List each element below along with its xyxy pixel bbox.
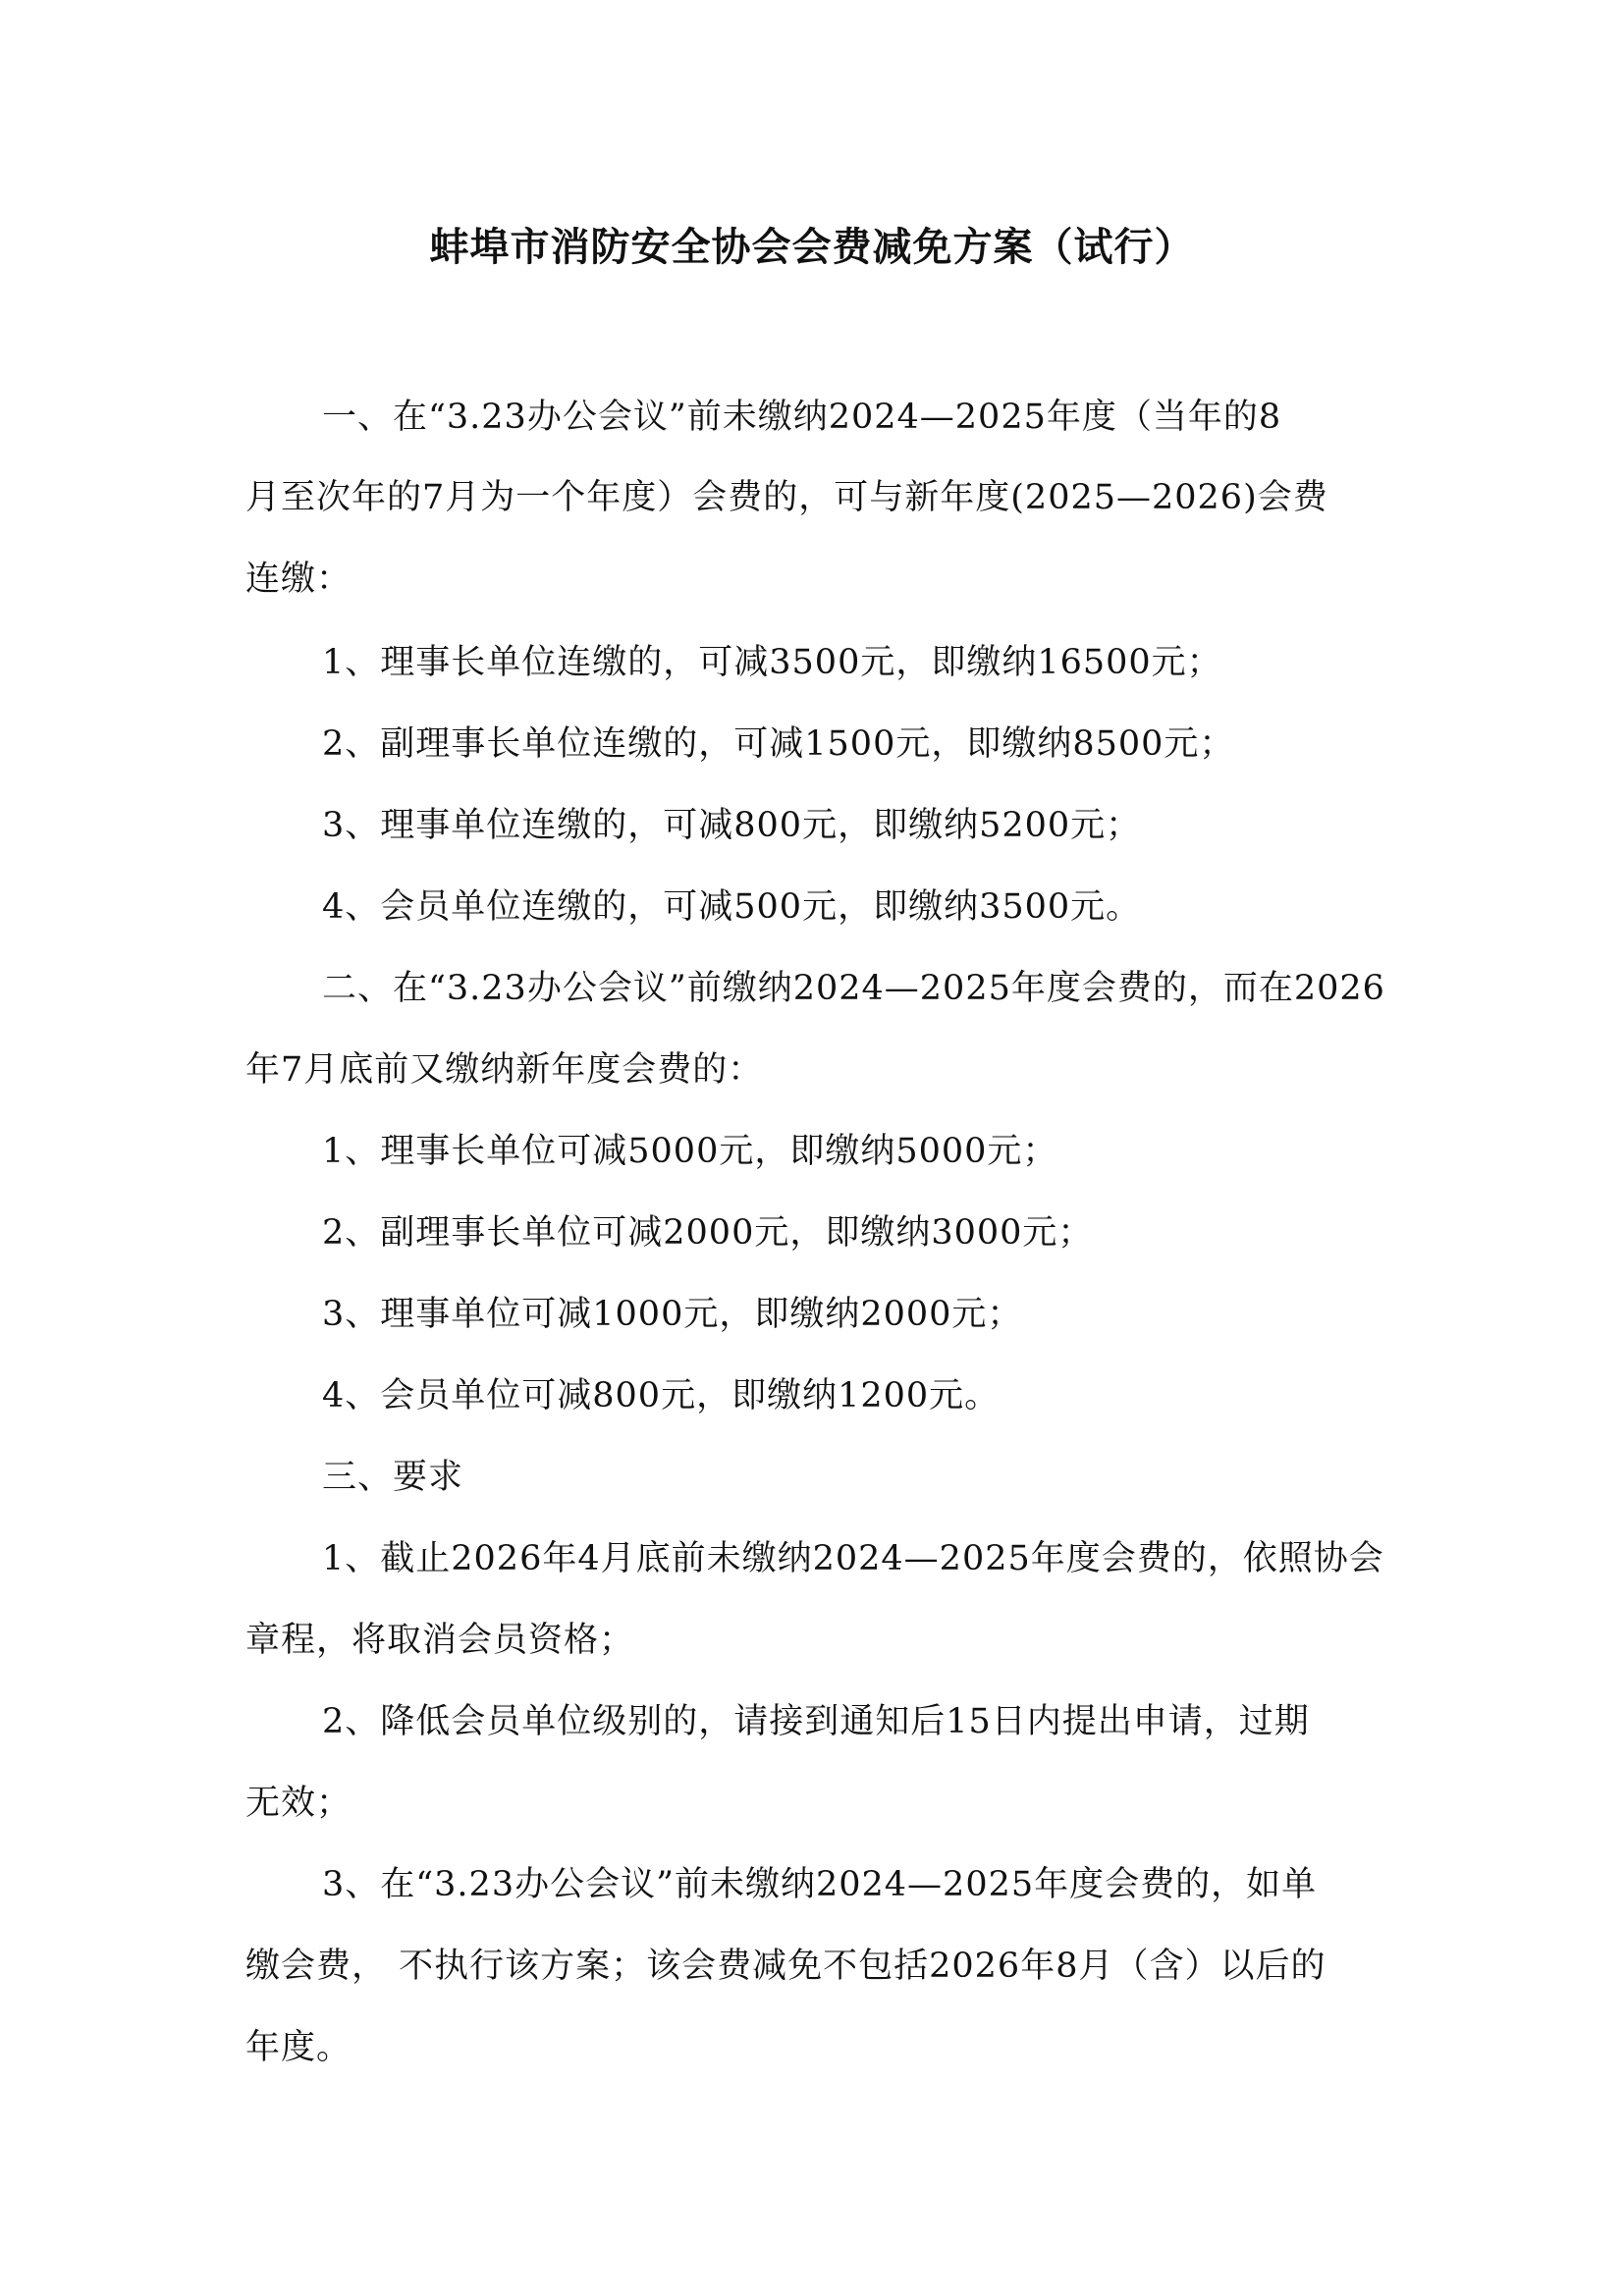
section-3-item-3-line-3: 年度。 bbox=[245, 2028, 352, 2067]
section-3-item-2-line-2: 无效； bbox=[245, 1784, 352, 1823]
section-1-heading-line-3: 连缴： bbox=[245, 560, 352, 599]
section-1-item-4: 4、会员单位连缴的，可减500元，即缴纳3500元。 bbox=[322, 887, 1142, 927]
section-3-item-3-line-2: 缴会费， 不执行该方案；该会费减免不包括2026年8月（含）以后的 bbox=[245, 1947, 1326, 1986]
section-2-heading-line-2: 年7月底前又缴纳新年度会费的： bbox=[245, 1050, 764, 1090]
section-2-item-3: 3、理事单位可减1000元，即缴纳2000元； bbox=[322, 1295, 1023, 1334]
section-3-item-2-line-1: 2、降低会员单位级别的，请接到通知后15日内提出申请，过期 bbox=[322, 1702, 1310, 1741]
section-3-item-1-line-2: 章程，将取消会员资格； bbox=[245, 1621, 635, 1660]
document-title: 蚌埠市消防安全协会会费减免方案（试行） bbox=[429, 225, 1195, 270]
section-1-item-2: 2、副理事长单位连缴的，可减1500元，即缴纳8500元； bbox=[322, 724, 1235, 764]
section-1-heading-line-1: 一、在“3.23办公会议”前未缴纳2024—2025年度（当年的8 bbox=[322, 398, 1282, 437]
section-3-item-3-line-1: 3、在“3.23办公会议”前未缴纳2024—2025年度会费的，如单 bbox=[322, 1865, 1318, 1904]
section-2-item-1: 1、理事长单位可减5000元，即缴纳5000元； bbox=[322, 1132, 1058, 1171]
section-1-item-3: 3、理事单位连缴的，可减800元，即缴纳5200元； bbox=[322, 806, 1142, 845]
section-1-heading-line-2: 月至次年的7月为一个年度）会费的，可与新年度(2025—2026)会费 bbox=[245, 478, 1328, 517]
section-1-item-1: 1、理事长单位连缴的，可减3500元，即缴纳16500元； bbox=[322, 643, 1222, 682]
section-2-item-4: 4、会员单位可减800元，即缴纳1200元。 bbox=[322, 1376, 1001, 1415]
section-2-item-2: 2、副理事长单位可减2000元，即缴纳3000元； bbox=[322, 1213, 1094, 1253]
section-2-heading-line-1: 二、在“3.23办公会议”前缴纳2024—2025年度会费的，而在2026 bbox=[322, 969, 1385, 1008]
section-3-item-1-line-1: 1、截止2026年4月底前未缴纳2024—2025年度会费的，依照协会 bbox=[322, 1539, 1384, 1578]
section-3-heading: 三、要求 bbox=[322, 1458, 464, 1497]
